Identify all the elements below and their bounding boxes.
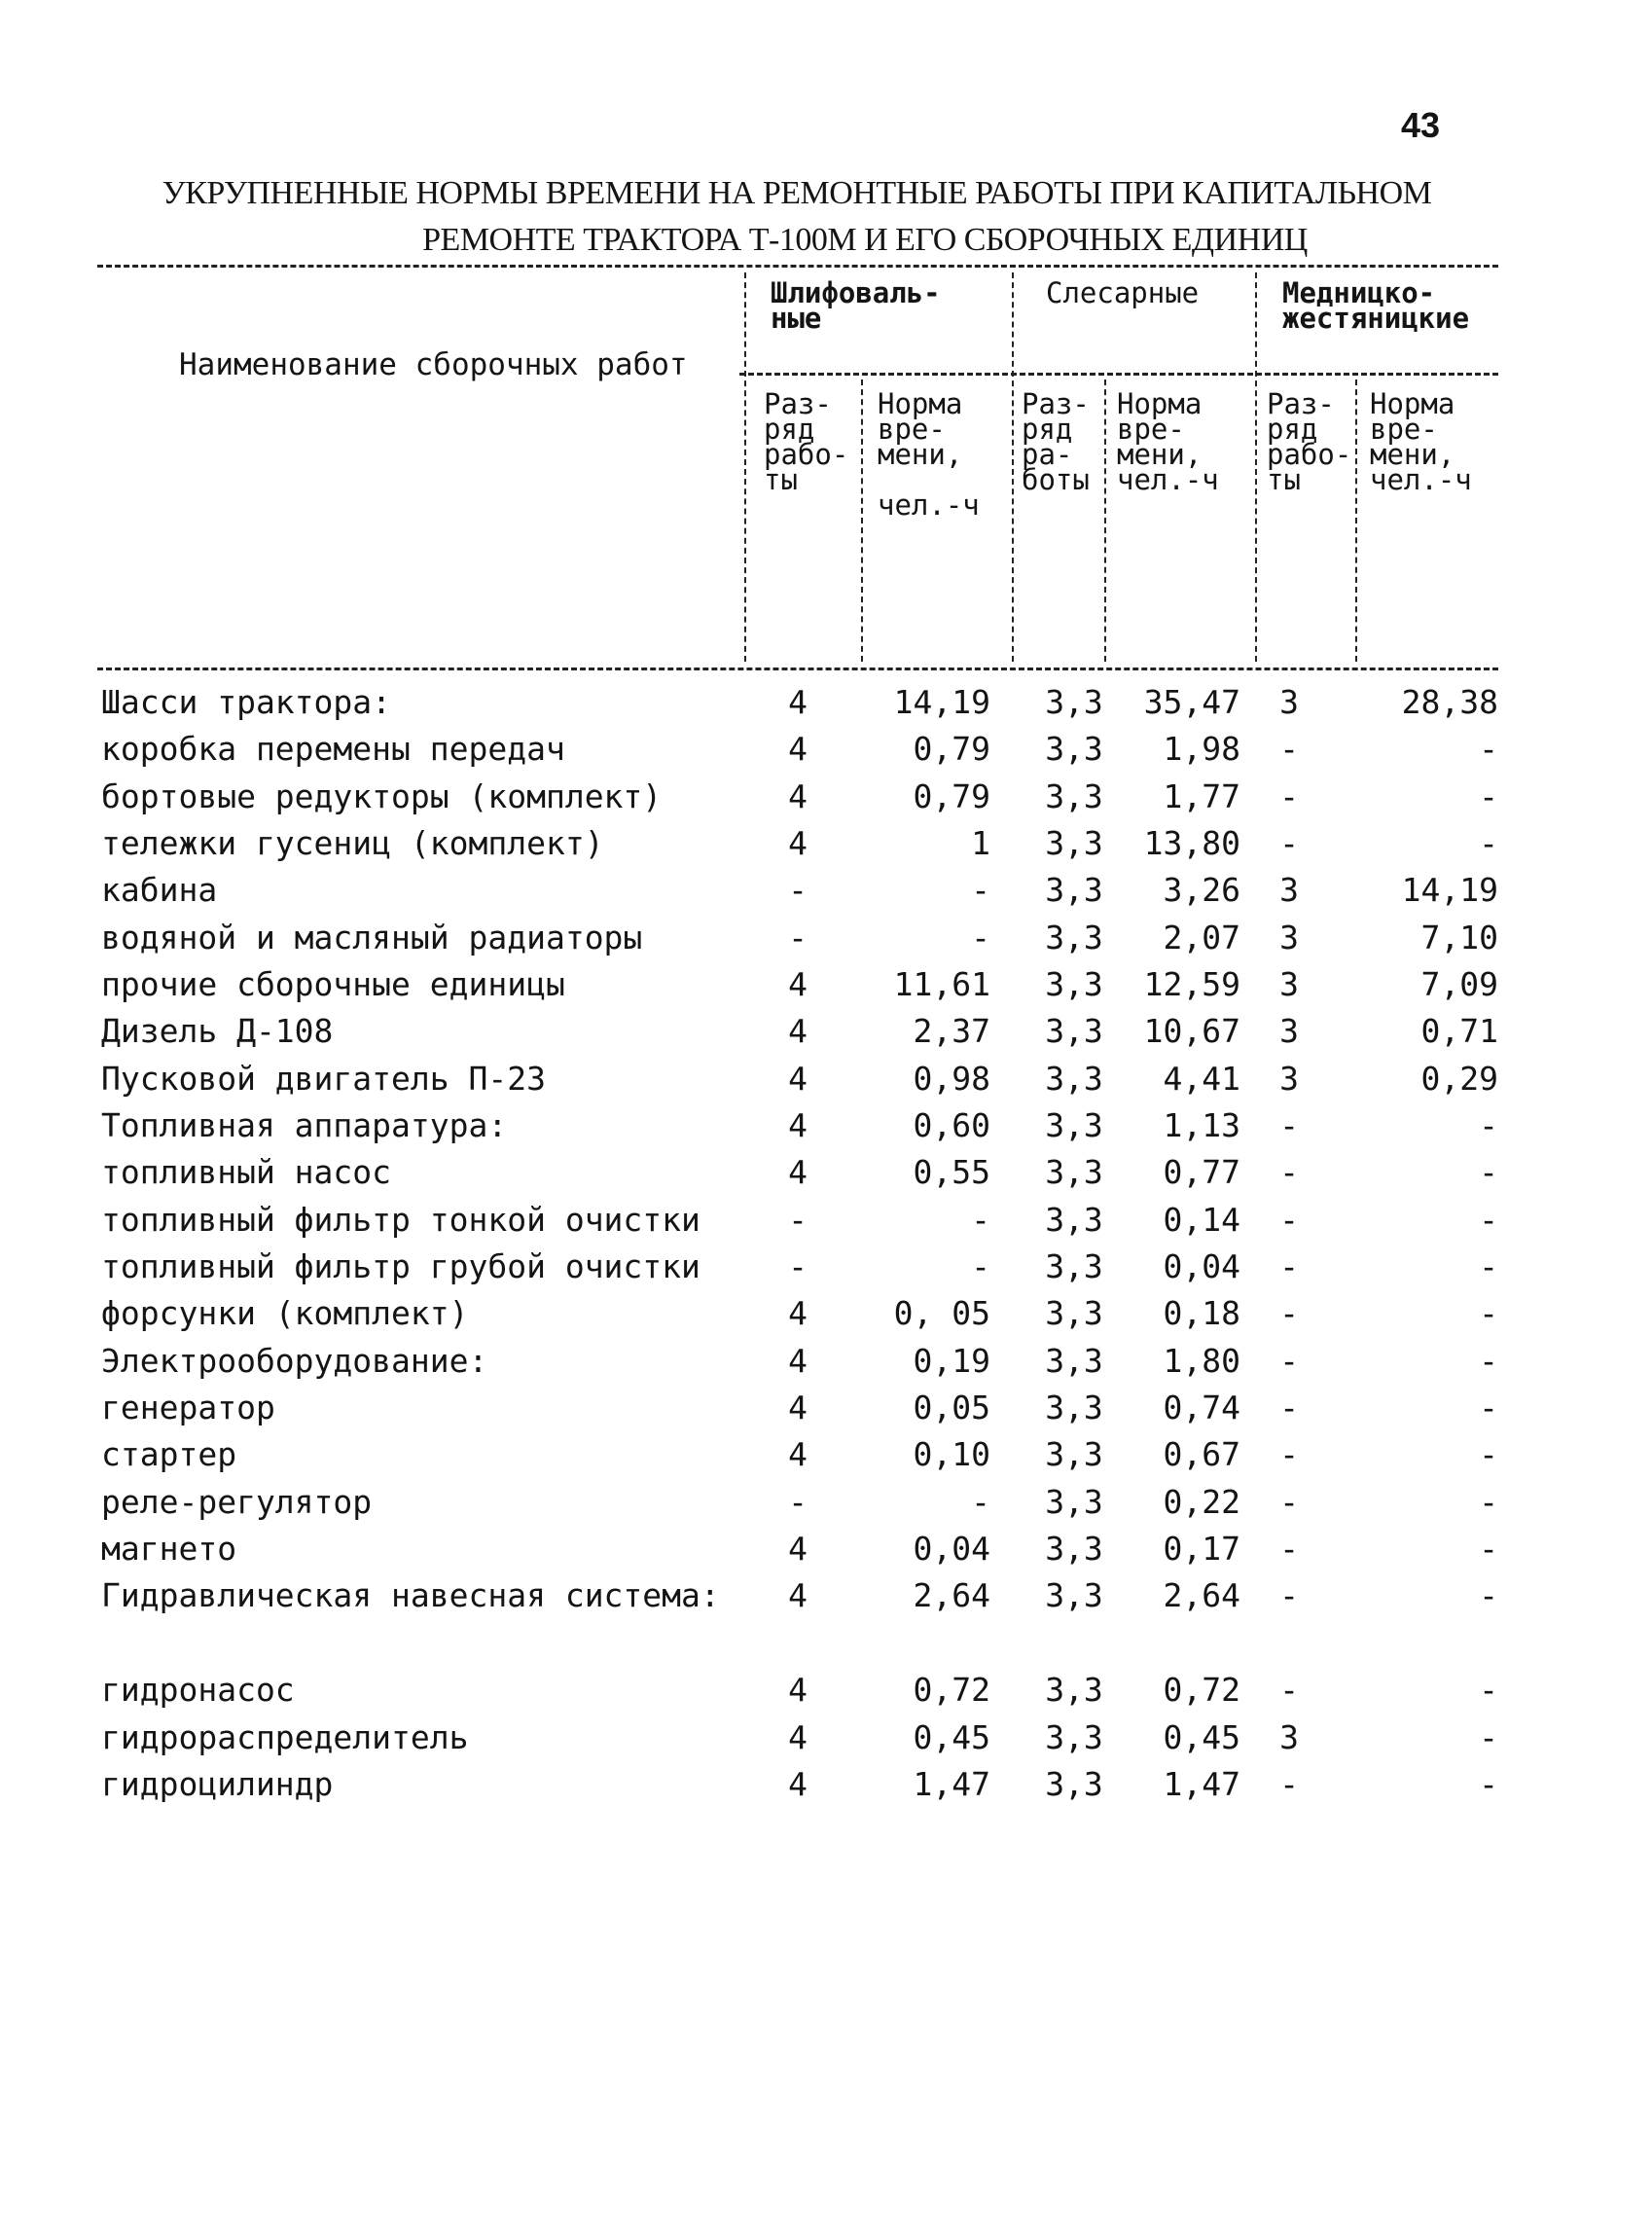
table-cell-g3: - [1279, 1576, 1299, 1614]
table-cell-g2: 3,3 [1045, 1718, 1103, 1756]
table-row [0, 1290, 1652, 1337]
table-cell-n3: 7,10 [1420, 919, 1498, 957]
table-cell-n3: - [1479, 1435, 1498, 1473]
table-cell-name: Шасси трактора: [101, 683, 392, 721]
table-row [0, 1008, 1652, 1055]
table-cell-n2: 1,98 [1163, 730, 1240, 768]
table-cell-n3: - [1479, 1483, 1498, 1521]
table-cell-name: топливный насос [101, 1153, 392, 1191]
table-cell-g1: 4 [788, 824, 808, 862]
table-cell-g3: 3 [1279, 871, 1299, 909]
table-cell-n1: 1 [971, 824, 990, 862]
table-cell-n3: - [1479, 1718, 1498, 1756]
table-cell-n3: - [1479, 1106, 1498, 1144]
table-cell-name: форсунки (комплект) [101, 1294, 469, 1332]
table-row [0, 1244, 1652, 1290]
table-cell-n2: 1,13 [1163, 1106, 1240, 1144]
table-row [0, 774, 1652, 820]
table-cell-name: тележки гусениц (комплект) [101, 824, 604, 862]
table-cell-n1: 0,98 [913, 1060, 990, 1098]
table-cell-n3: - [1479, 1247, 1498, 1285]
table-cell-g1: 4 [788, 1576, 808, 1614]
table-cell-n3: 28,38 [1401, 683, 1498, 721]
table-cell-n2: 0,77 [1163, 1153, 1240, 1191]
table-cell-g1: 4 [788, 1294, 808, 1332]
table-row [0, 1385, 1652, 1431]
table-cell-n1: 0,72 [913, 1671, 990, 1709]
table-cell-name: водяной и масляный радиаторы [101, 919, 643, 957]
table-cell-n3: - [1479, 1389, 1498, 1426]
table-cell-g2: 3,3 [1045, 1294, 1103, 1332]
table-cell-n2: 13,80 [1143, 824, 1240, 862]
table-cell-name: Электрооборудование: [101, 1342, 488, 1380]
table-cell-n1: 14,19 [893, 683, 990, 721]
table-cell-g2: 3,3 [1045, 1671, 1103, 1709]
table-cell-n3: - [1479, 1530, 1498, 1568]
table-cell-g2: 3,3 [1045, 1435, 1103, 1473]
table-cell-n2: 0,74 [1163, 1389, 1240, 1426]
table-cell-name: магнето [101, 1530, 237, 1568]
table-row [0, 961, 1652, 1008]
column-divider [744, 272, 746, 662]
table-cell-n2: 2,64 [1163, 1576, 1240, 1614]
table-cell-name: бортовые редукторы (комплект) [101, 777, 663, 815]
table-cell-n1: 11,61 [893, 965, 990, 1003]
table-cell-name: коробка перемены передач [101, 730, 565, 768]
table-cell-n2: 0,18 [1163, 1294, 1240, 1332]
table-cell-g1: - [788, 919, 808, 957]
table-cell-n1: 1,47 [913, 1765, 990, 1803]
header-norm-3: Норма вре- мени, чел.-ч [1370, 387, 1472, 496]
table-cell-g2: 3,3 [1045, 730, 1103, 768]
table-cell-name: Пусковой двигатель П-23 [101, 1060, 546, 1098]
table-cell-n3: - [1479, 824, 1498, 862]
header-group-fitting: Слесарные [1046, 276, 1200, 309]
table-cell-n1: 0,79 [913, 730, 990, 768]
table-top-rule [97, 265, 1498, 268]
table-cell-g1: 4 [788, 1389, 808, 1426]
table-cell-g2: 3,3 [1045, 1389, 1103, 1426]
table-cell-n1: - [971, 1247, 990, 1285]
table-cell-name: стартер [101, 1435, 237, 1473]
table-cell-g1: 4 [788, 1765, 808, 1803]
table-cell-g2: 3,3 [1045, 1106, 1103, 1144]
table-row [0, 1338, 1652, 1385]
table-row [0, 1431, 1652, 1478]
table-cell-g2: 3,3 [1045, 919, 1103, 957]
header-norm-2: Норма вре- мени, чел.-ч [1117, 387, 1219, 496]
table-cell-g3: - [1279, 1153, 1299, 1191]
table-cell-g2: 3,3 [1045, 1576, 1103, 1614]
table-cell-n2: 0,45 [1163, 1718, 1240, 1756]
table-cell-n1: 0,60 [913, 1106, 990, 1144]
table-row [0, 867, 1652, 914]
table-cell-g1: 4 [788, 1060, 808, 1098]
table-cell-name: Гидравлическая навесная система: [101, 1576, 720, 1614]
table-row [0, 1667, 1652, 1714]
table-cell-n2: 35,47 [1143, 683, 1240, 721]
table-cell-g3: - [1279, 1435, 1299, 1473]
table-cell-g2: 3,3 [1045, 1765, 1103, 1803]
table-cell-g3: - [1279, 1342, 1299, 1380]
header-mid-rule [739, 373, 1498, 376]
table-cell-n3: 0,29 [1420, 1060, 1498, 1098]
header-group-coppersmith: Медницко- жестяницкие [1282, 276, 1470, 335]
table-cell-n3: 14,19 [1401, 871, 1498, 909]
table-cell-g3: 3 [1279, 1060, 1299, 1098]
table-cell-n3: - [1479, 1576, 1498, 1614]
table-cell-n2: 0,67 [1163, 1435, 1240, 1473]
table-cell-g3: 3 [1279, 1718, 1299, 1756]
header-grade-1: Раз- ряд рабо- ты [764, 387, 849, 496]
table-cell-name: гидронасос [101, 1671, 295, 1709]
table-row [0, 1149, 1652, 1196]
table-cell-g2: 3,3 [1045, 965, 1103, 1003]
table-cell-n1: 0,04 [913, 1530, 990, 1568]
table-cell-n3: - [1479, 1671, 1498, 1709]
table-cell-n2: 1,47 [1163, 1765, 1240, 1803]
table-row [0, 1715, 1652, 1761]
table-row [0, 1526, 1652, 1572]
table-cell-g3: - [1279, 1389, 1299, 1426]
table-cell-n3: - [1479, 777, 1498, 815]
document-title-line-1: УКРУПНЕННЫЕ НОРМЫ ВРЕМЕНИ НА РЕМОНТНЫЕ РАБОТЫ ПРИ КАПИТАЛЬНОМ [162, 175, 1432, 211]
table-cell-n3: - [1479, 1294, 1498, 1332]
table-cell-name: кабина [101, 871, 218, 909]
table-row [0, 1479, 1652, 1526]
table-cell-n3: - [1479, 1765, 1498, 1803]
header-grade-2: Раз- ряд ра- боты [1022, 387, 1090, 496]
table-cell-g1: 4 [788, 730, 808, 768]
page-number: 43 [1401, 105, 1441, 145]
table-cell-name: Топливная аппаратура: [101, 1106, 508, 1144]
table-cell-g2: 3,3 [1045, 683, 1103, 721]
table-cell-n1: 0, 05 [893, 1294, 990, 1332]
table-cell-g3: 3 [1279, 965, 1299, 1003]
table-cell-n1: 0,55 [913, 1153, 990, 1191]
table-cell-n1: - [971, 1483, 990, 1521]
table-cell-name: топливный фильтр грубой очистки [101, 1247, 700, 1285]
table-cell-name: реле-регулятор [101, 1483, 373, 1521]
table-row [0, 679, 1652, 726]
table-row [0, 1572, 1652, 1619]
table-cell-g2: 3,3 [1045, 1060, 1103, 1098]
table-cell-n1: 0,05 [913, 1389, 990, 1426]
table-cell-g3: - [1279, 1530, 1299, 1568]
table-cell-n2: 0,04 [1163, 1247, 1240, 1285]
table-cell-n3: - [1479, 730, 1498, 768]
table-cell-name: Дизель Д-108 [101, 1012, 334, 1050]
table-cell-n2: 1,80 [1163, 1342, 1240, 1380]
table-cell-n2: 0,14 [1163, 1201, 1240, 1239]
column-divider [861, 379, 863, 662]
table-row [0, 1197, 1652, 1244]
table-cell-g1: - [788, 1201, 808, 1239]
table-cell-g3: - [1279, 1294, 1299, 1332]
table-cell-g1: 4 [788, 1530, 808, 1568]
table-row [0, 1102, 1652, 1149]
table-cell-n1: 2,64 [913, 1576, 990, 1614]
table-cell-g1: 4 [788, 1342, 808, 1380]
table-cell-n1: 2,37 [913, 1012, 990, 1050]
header-group-grinding: Шлифоваль- ные [771, 276, 941, 335]
table-cell-g1: 4 [788, 777, 808, 815]
header-bottom-rule [97, 668, 1498, 670]
table-cell-name: гидрораспределитель [101, 1718, 469, 1756]
table-cell-n3: - [1479, 1153, 1498, 1191]
table-cell-n1: 0,10 [913, 1435, 990, 1473]
table-cell-name: топливный фильтр тонкой очистки [101, 1201, 700, 1239]
table-cell-g2: 3,3 [1045, 824, 1103, 862]
table-cell-g1: 4 [788, 1435, 808, 1473]
table-cell-g1: - [788, 1247, 808, 1285]
table-cell-g3: 3 [1279, 683, 1299, 721]
table-cell-name: генератор [101, 1389, 275, 1426]
table-cell-n1: - [971, 919, 990, 957]
table-cell-g2: 3,3 [1045, 871, 1103, 909]
table-cell-n2: 10,67 [1143, 1012, 1240, 1050]
table-cell-g1: 4 [788, 1671, 808, 1709]
table-cell-g2: 3,3 [1045, 1153, 1103, 1191]
table-cell-n2: 0,72 [1163, 1671, 1240, 1709]
table-cell-n3: - [1479, 1342, 1498, 1380]
table-cell-g3: - [1279, 1247, 1299, 1285]
table-cell-g1: - [788, 1483, 808, 1521]
table-cell-n3: 0,71 [1420, 1012, 1498, 1050]
table-row [0, 915, 1652, 961]
table-cell-g3: 3 [1279, 919, 1299, 957]
table-cell-n2: 1,77 [1163, 777, 1240, 815]
header-grade-3: Раз- ряд рабо- ты [1267, 387, 1352, 496]
table-cell-n2: 0,17 [1163, 1530, 1240, 1568]
table-cell-g3: - [1279, 1765, 1299, 1803]
table-cell-g3: - [1279, 1201, 1299, 1239]
table-cell-g1: 4 [788, 683, 808, 721]
column-divider [1355, 379, 1357, 662]
table-cell-g1: 4 [788, 1718, 808, 1756]
table-cell-n2: 12,59 [1143, 965, 1240, 1003]
table-cell-n2: 4,41 [1163, 1060, 1240, 1098]
table-cell-n1: - [971, 871, 990, 909]
table-cell-n1: 0,19 [913, 1342, 990, 1380]
document-title-line-2: РЕМОНТЕ ТРАКТОРА Т-100М И ЕГО СБОРОЧНЫХ ЕДИНИЦ [422, 222, 1308, 258]
table-cell-g3: - [1279, 824, 1299, 862]
table-cell-g3: - [1279, 1106, 1299, 1144]
table-cell-g3: - [1279, 777, 1299, 815]
table-cell-g2: 3,3 [1045, 1483, 1103, 1521]
table-cell-n2: 0,22 [1163, 1483, 1240, 1521]
table-cell-n1: 0,45 [913, 1718, 990, 1756]
table-cell-g1: 4 [788, 1106, 808, 1144]
table-cell-n3: 7,09 [1420, 965, 1498, 1003]
table-cell-n2: 2,07 [1163, 919, 1240, 957]
column-divider [1104, 379, 1106, 662]
header-name: Наименование сборочных работ [179, 347, 688, 382]
table-row [0, 726, 1652, 773]
table-cell-g2: 3,3 [1045, 1342, 1103, 1380]
table-cell-g3: - [1279, 730, 1299, 768]
table-cell-n1: - [971, 1201, 990, 1239]
header-norm-1: Норма вре- мени, чел.-ч [878, 387, 980, 522]
table-row [0, 820, 1652, 867]
table-cell-g2: 3,3 [1045, 1201, 1103, 1239]
table-cell-name: прочие сборочные единицы [101, 965, 565, 1003]
column-divider [1012, 272, 1014, 662]
table-cell-g2: 3,3 [1045, 1530, 1103, 1568]
table-cell-g1: - [788, 871, 808, 909]
table-row [0, 1056, 1652, 1102]
table-cell-n3: - [1479, 1201, 1498, 1239]
table-cell-g1: 4 [788, 1153, 808, 1191]
table-cell-g3: - [1279, 1671, 1299, 1709]
table-cell-name: гидроцилиндр [101, 1765, 334, 1803]
table-cell-g1: 4 [788, 965, 808, 1003]
column-divider [1255, 272, 1257, 662]
table-cell-g1: 4 [788, 1012, 808, 1050]
table-row [0, 1761, 1652, 1808]
table-cell-g2: 3,3 [1045, 1012, 1103, 1050]
table-cell-g3: 3 [1279, 1012, 1299, 1050]
table-cell-g3: - [1279, 1483, 1299, 1521]
table-cell-n1: 0,79 [913, 777, 990, 815]
table-cell-g2: 3,3 [1045, 1247, 1103, 1285]
table-cell-g2: 3,3 [1045, 777, 1103, 815]
table-cell-n2: 3,26 [1163, 871, 1240, 909]
